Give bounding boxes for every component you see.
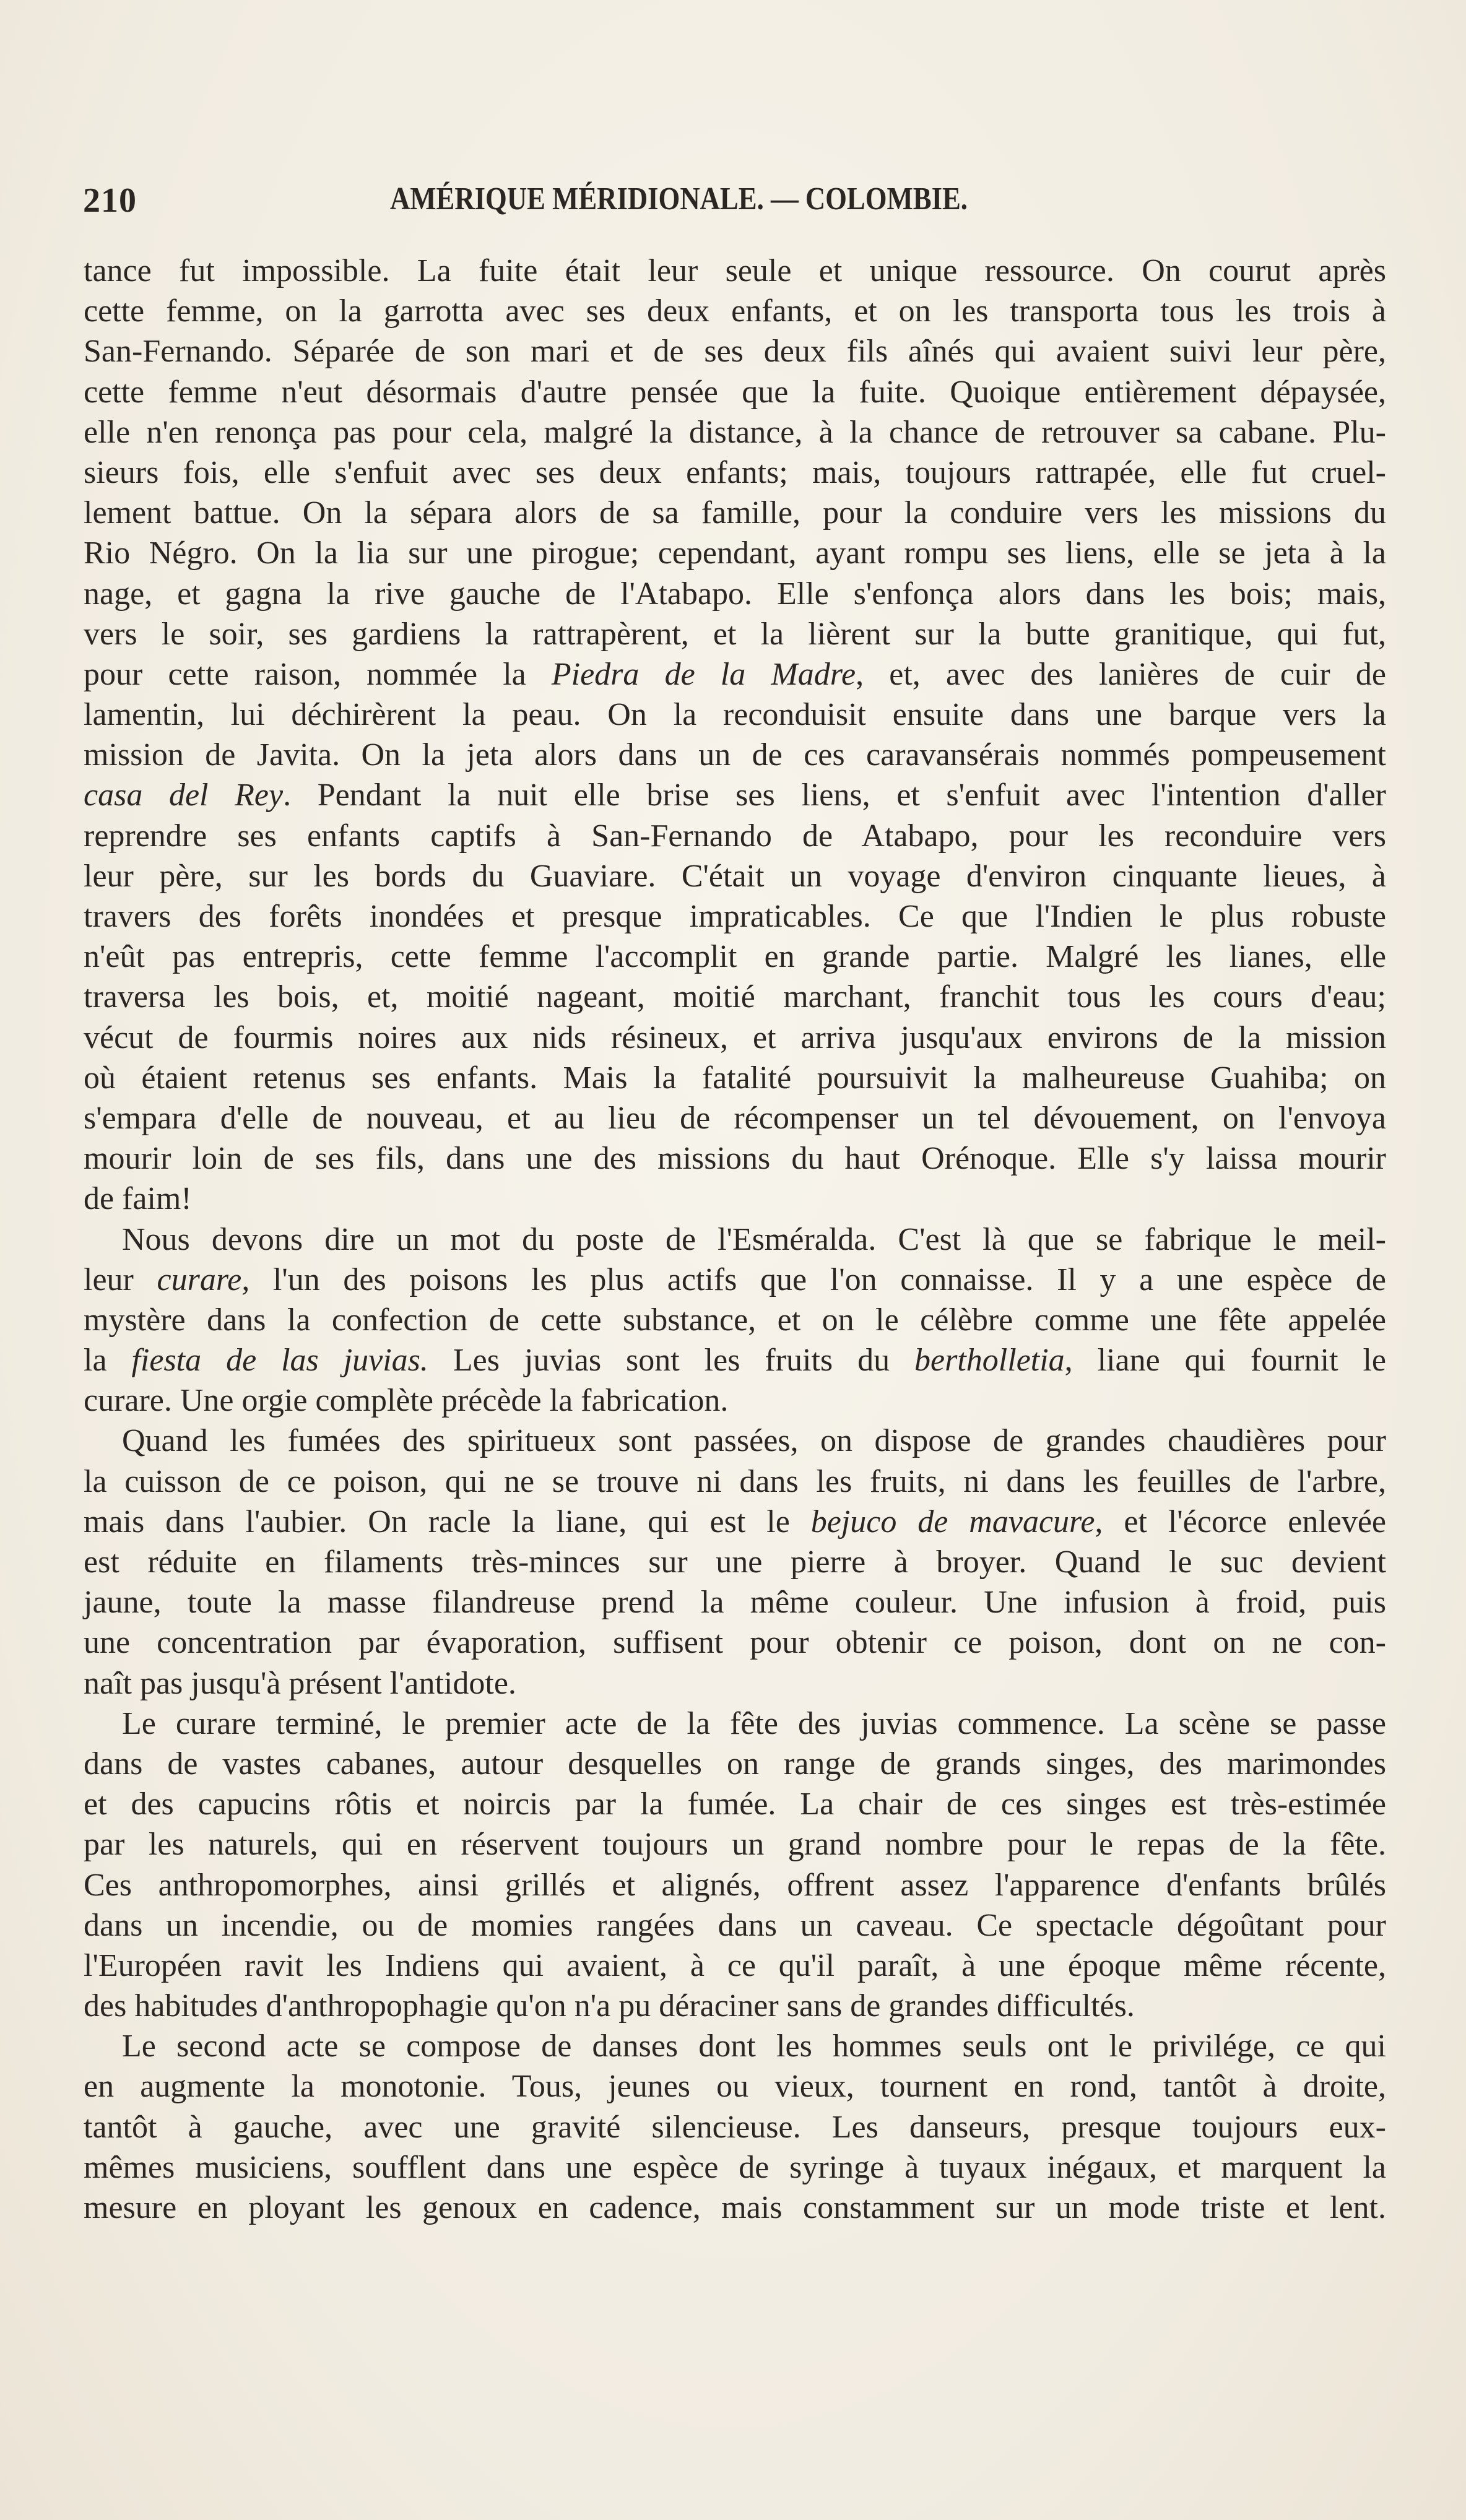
italic-text: bejuco de mavacure,	[810, 1504, 1103, 1539]
text-segment: la	[84, 1343, 132, 1379]
italic-text: casa del Rey	[84, 777, 284, 813]
text-line	[84, 2107, 1386, 2147]
text-segment: naît pas jusqu'à présent l'antidote.	[84, 1665, 516, 1701]
text-segment: Le second acte se compose de danses dont les hommes seuls ont le privilége, ce qui	[122, 2029, 1386, 2064]
text-segment: cette femme n'eut désormais d'autre pensée que la fuite. Quoique entièrement dépaysée,	[84, 374, 1386, 410]
text-segment: tantôt à gauche, avec une gravité silencieuse. Les danseurs, presque toujours eux-	[84, 2109, 1386, 2145]
text-line	[84, 2066, 1386, 2106]
text-segment: cette femme, on la garrotta avec ses deux enfants, et on les transporta tous les trois à	[84, 293, 1386, 329]
text-segment: San-Fernando. Séparée de son mari et de ses deux fils aînés qui avaient suivi leur père,	[84, 334, 1386, 370]
text-segment: s'empara d'elle de nouveau, et au lieu de récompenser un tel dévouement, on l'envoya	[84, 1100, 1386, 1136]
text-line	[84, 2147, 1386, 2188]
text-line	[84, 1784, 1386, 1824]
text-line	[84, 1905, 1386, 1946]
text-segment: nage, et gagna la rive gauche de l'Atabapo. Elle s'enfonça alors dans les bois; mais,	[84, 576, 1386, 612]
text-line	[84, 1300, 1386, 1340]
text-segment: pour cette raison, nommée la	[84, 656, 552, 692]
text-segment: , liane qui fournit le	[1064, 1343, 1386, 1379]
text-line	[84, 1340, 1386, 1380]
text-segment: une concentration par évaporation, suffisent pour obtenir ce poison, dont on ne con-	[84, 1625, 1386, 1661]
text-segment: par les naturels, qui en réservent toujours un grand nombre pour le repas de la fête.	[84, 1827, 1386, 1863]
text-line	[84, 372, 1386, 412]
text-segment: mission de Javita. On la jeta alors dans un de ces caravansérais nommés pompeusement	[84, 737, 1386, 773]
text-line	[84, 816, 1386, 856]
text-line	[84, 452, 1386, 493]
text-segment: dans de vastes cabanes, autour desquelles on range de grands singes, des marimondes	[84, 1746, 1386, 1782]
text-segment: Nous devons dire un mot du poste de l'Esméralda. C'est là que se fabrique le meil-	[122, 1221, 1386, 1257]
text-segment: n'eût pas entrepris, cette femme l'accomplit en grande partie. Malgré les lianes, elle	[84, 939, 1386, 975]
text-line	[84, 654, 1386, 695]
text-line	[84, 331, 1386, 371]
text-line	[84, 1502, 1386, 1542]
text-segment: elle n'en renonça pas pour cela, malgré la distance, à la chance de retrouver sa cabane. Plu-	[84, 414, 1386, 450]
text-line	[84, 1461, 1386, 1502]
text-line	[84, 1219, 1386, 1260]
text-segment: mourir loin de ses fils, dans une des missions du haut Orénoque. Elle s'y laissa mourir	[84, 1141, 1386, 1177]
text-segment: en augmente la monotonie. Tous, jeunes ou vieux, tournent en rond, tantôt à droite,	[84, 2069, 1386, 2105]
text-segment: reprendre ses enfants captifs à San-Fernando de Atabapo, pour les reconduire vers	[84, 818, 1386, 854]
text-line	[84, 1260, 1386, 1300]
text-line	[84, 1704, 1386, 1744]
text-segment: lement battue. On la sépara alors de sa famille, pour la conduire vers les missions du	[84, 495, 1386, 531]
text-line	[84, 896, 1386, 937]
text-line	[84, 695, 1386, 735]
text-line	[84, 1744, 1386, 1784]
text-segment: Rio Négro. On la lia sur une pirogue; cependant, ayant rompu ses liens, elle se jeta à la	[84, 535, 1386, 571]
running-title: AMÉRIQUE MÉRIDIONALE. — COLOMBIE.	[390, 181, 968, 217]
text-segment: jaune, toute la masse filandreuse prend la même couleur. Une infusion à froid, puis	[84, 1585, 1386, 1621]
text-segment: l'Européen ravit les Indiens qui avaient, à ce qu'il paraît, à une époque même récente,	[84, 1947, 1386, 1983]
text-segment: mêmes musiciens, soufflent dans une espèce de syringe à tuyaux inégaux, et marquent la	[84, 2149, 1386, 2185]
text-segment: , et, avec des lanières de cuir de	[856, 656, 1386, 692]
text-line	[84, 1018, 1386, 1058]
text-line	[84, 775, 1386, 815]
text-line	[84, 493, 1386, 533]
text-line	[84, 533, 1386, 573]
text-segment: dans un incendie, ou de momies rangées dans un caveau. Ce spectacle dégoûtant pour	[84, 1907, 1386, 1943]
text-line	[84, 1098, 1386, 1138]
text-segment: et l'écorce enlevée	[1103, 1504, 1387, 1539]
text-segment: mais dans l'aubier. On racle la liane, qui est le	[84, 1504, 811, 1539]
text-line	[84, 1865, 1386, 1905]
text-segment: de faim!	[84, 1181, 192, 1217]
text-line	[84, 1622, 1386, 1663]
text-segment: traversa les bois, et, moitié nageant, moitié marchant, franchit tous les cours d'eau;	[84, 979, 1386, 1015]
italic-text: bertholletia	[914, 1343, 1065, 1379]
text-line	[84, 1986, 1386, 2026]
text-segment: leur père, sur les bords du Guaviare. C'était un voyage d'environ cinquante lieues, à	[84, 858, 1386, 894]
text-line	[84, 1380, 1386, 1421]
italic-text: curare,	[157, 1262, 250, 1297]
text-segment: mesure en ployant les genoux en cadence, mais constamment sur un mode triste et lent.	[84, 2190, 1386, 2225]
text-line	[84, 614, 1386, 654]
text-segment: travers des forêts inondées et presque impraticables. Ce que l'Indien le plus robuste	[84, 899, 1386, 934]
text-line	[84, 1824, 1386, 1864]
text-line	[84, 2188, 1386, 2228]
italic-text: Piedra de la Madre	[551, 656, 856, 692]
text-line	[84, 977, 1386, 1017]
text-line	[84, 251, 1386, 291]
text-line	[84, 1058, 1386, 1098]
text-segment: mystère dans la confection de cette substance, et on le célèbre comme une fête appelée	[84, 1302, 1386, 1338]
text-segment: Les juvias sont les fruits du	[428, 1343, 915, 1379]
text-line	[84, 1138, 1386, 1179]
text-segment: Quand les fumées des spiritueux sont passées, on dispose de grandes chaudières pour	[122, 1423, 1386, 1459]
text-line	[84, 1542, 1386, 1582]
text-line	[84, 1946, 1386, 1986]
text-segment: la cuisson de ce poison, qui ne se trouve ni dans les fruits, ni dans les feuilles de l'arbre,	[84, 1463, 1386, 1499]
text-segment: vécut de fourmis noires aux nids résineux, et arriva jusqu'aux environs de la mission	[84, 1020, 1386, 1055]
text-segment: leur	[84, 1262, 157, 1297]
text-segment: des habitudes d'anthropophagie qu'on n'a pu déraciner sans de grandes difficultés.	[84, 1988, 1135, 2024]
text-segment: tance fut impossible. La fuite était leur seule et unique ressource. On courut après	[84, 253, 1386, 288]
text-line	[84, 856, 1386, 896]
text-line	[84, 291, 1386, 331]
text-segment: l'un des poisons les plus actifs que l'on connaisse. Il y a une espèce de	[249, 1262, 1386, 1297]
body-text	[84, 251, 1386, 2228]
text-line	[84, 1582, 1386, 1622]
text-segment: où étaient retenus ses enfants. Mais la fatalité poursuivit la malheureuse Guahiba; on	[84, 1060, 1386, 1096]
italic-text: fiesta de las juvias.	[131, 1343, 428, 1379]
text-line	[84, 1179, 1386, 1219]
text-line	[84, 937, 1386, 977]
text-line	[84, 1421, 1386, 1461]
text-segment: . Pendant la nuit elle brise ses liens, et s'enfuit avec l'intention d'aller	[283, 777, 1386, 813]
text-segment: vers le soir, ses gardiens la rattrapèrent, et la lièrent sur la butte granitique, qui fut,	[84, 616, 1386, 652]
text-segment: lamentin, lui déchirèrent la peau. On la reconduisit ensuite dans une barque vers la	[84, 697, 1386, 733]
text-segment: et des capucins rôtis et noircis par la fumée. La chair de ces singes est très-estimée	[84, 1786, 1386, 1822]
text-line	[84, 412, 1386, 452]
text-line	[84, 574, 1386, 614]
text-segment: Ces anthropomorphes, ainsi grillés et alignés, offrent assez l'apparence d'enfants brûlés	[84, 1867, 1386, 1903]
text-segment: curare. Une orgie complète précède la fabrication.	[84, 1383, 729, 1419]
text-segment: sieurs fois, elle s'enfuit avec ses deux enfants; mais, toujours rattrapée, elle fut cruel-	[84, 454, 1386, 490]
text-line	[84, 1663, 1386, 1704]
text-line	[84, 735, 1386, 775]
text-line	[84, 2026, 1386, 2066]
text-segment: est réduite en filaments très-minces sur une pierre à broyer. Quand le suc devient	[84, 1544, 1386, 1580]
text-segment: Le curare terminé, le premier acte de la fête des juvias commence. La scène se passe	[122, 1705, 1386, 1741]
page-number: 210	[83, 181, 137, 220]
